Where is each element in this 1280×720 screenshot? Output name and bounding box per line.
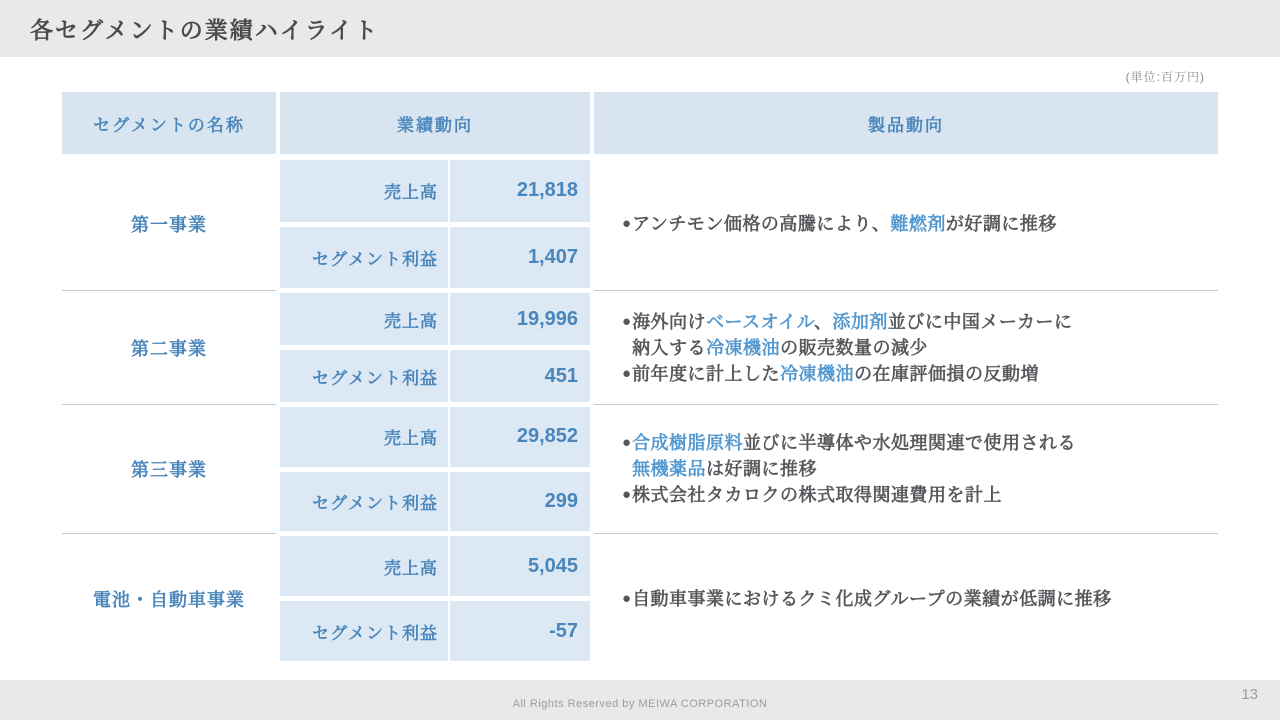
copyright-text: All Rights Reserved by MEIWA CORPORATION [512, 698, 768, 710]
bullet-text: 株式会社タカロクの株式取得関連費用を計上 [632, 485, 1003, 505]
page-number: 13 [1241, 686, 1258, 703]
page-title: 各セグメントの業績ハイライト [30, 17, 380, 43]
bullet-text: 前年度に計上した冷凍機油の在庫評価損の反動増 [632, 363, 1040, 384]
performance-cell [280, 157, 590, 290]
profit-label: セグメント利益 [280, 227, 448, 289]
segment-name-cell: 電池・自動車事業 [62, 533, 276, 663]
bullet-icon: ● [622, 312, 632, 330]
product-trend-cell [594, 290, 1218, 404]
profit-subrow [280, 472, 590, 532]
product-trend-cell [594, 533, 1218, 663]
segment-name-cell: 第三事業 [62, 404, 276, 533]
table-row [62, 290, 1218, 404]
profit-label: セグメント利益 [280, 350, 448, 402]
sales-label: 売上高 [280, 536, 448, 596]
bullet-text: 海外向けベースオイル、添加剤並びに中国メーカーに 納入する冷凍機油の販売数量の減少 [632, 311, 1073, 358]
table-header-row [62, 92, 1218, 154]
sales-subrow [280, 407, 590, 467]
profit-value: 299 [450, 472, 590, 532]
bullet-item [622, 309, 1214, 361]
sales-label: 売上高 [280, 160, 448, 222]
profit-label: セグメント利益 [280, 472, 448, 532]
performance-cell [280, 404, 590, 533]
profit-subrow [280, 601, 590, 661]
bullet-item [622, 211, 1214, 237]
bullet-item [622, 430, 1214, 482]
bullet-item [622, 482, 1214, 508]
profit-value: -57 [450, 601, 590, 661]
sales-subrow [280, 293, 590, 345]
profit-label: セグメント利益 [280, 601, 448, 661]
slide-title-band [0, 0, 1280, 57]
bullet-icon: ● [622, 214, 632, 232]
segment-name-cell: 第一事業 [131, 214, 207, 235]
sales-value: 19,996 [450, 293, 590, 345]
product-trend-cell [594, 404, 1218, 533]
bullet-item [622, 586, 1214, 612]
sales-label: 売上高 [280, 407, 448, 467]
sales-subrow [280, 536, 590, 596]
header-product: 製品動向 [594, 92, 1218, 154]
bullet-icon: ● [622, 434, 632, 451]
bullet-icon: ● [622, 364, 632, 382]
sales-value: 29,852 [450, 407, 590, 467]
bullet-icon: ● [622, 486, 632, 503]
bullet-text: アンチモン価格の高騰により、難燃剤が好調に推移 [632, 213, 1057, 234]
profit-value: 1,407 [450, 227, 590, 289]
bullet-item [622, 361, 1214, 387]
sales-value: 5,045 [450, 536, 590, 596]
profit-subrow [280, 227, 590, 289]
profit-value: 451 [450, 350, 590, 402]
bullet-icon: ● [622, 589, 632, 607]
unit-note: (単位:百万円) [1125, 70, 1205, 84]
bullet-text: 自動車事業におけるクミ化成グループの業績が低調に推移 [632, 588, 1112, 609]
performance-cell [280, 533, 590, 663]
segment-name-cell: 第二事業 [62, 290, 276, 404]
sales-value: 21,818 [450, 160, 590, 222]
profit-subrow [280, 350, 590, 402]
table-row [62, 157, 1218, 290]
segment-table [62, 92, 1218, 663]
header-performance: 業績動向 [280, 92, 590, 154]
bullet-text: 合成樹脂原料並びに半導体や水処理関連で使用される 無機薬品は好調に推移 [632, 433, 1077, 479]
sales-subrow [280, 160, 590, 222]
slide-footer-band [0, 680, 1280, 720]
sales-label: 売上高 [280, 293, 448, 345]
header-segment-name: セグメントの名称 [62, 92, 276, 154]
performance-cell [280, 290, 590, 404]
table-row [62, 404, 1218, 533]
product-trend-cell [594, 157, 1218, 290]
table-row [62, 533, 1218, 663]
